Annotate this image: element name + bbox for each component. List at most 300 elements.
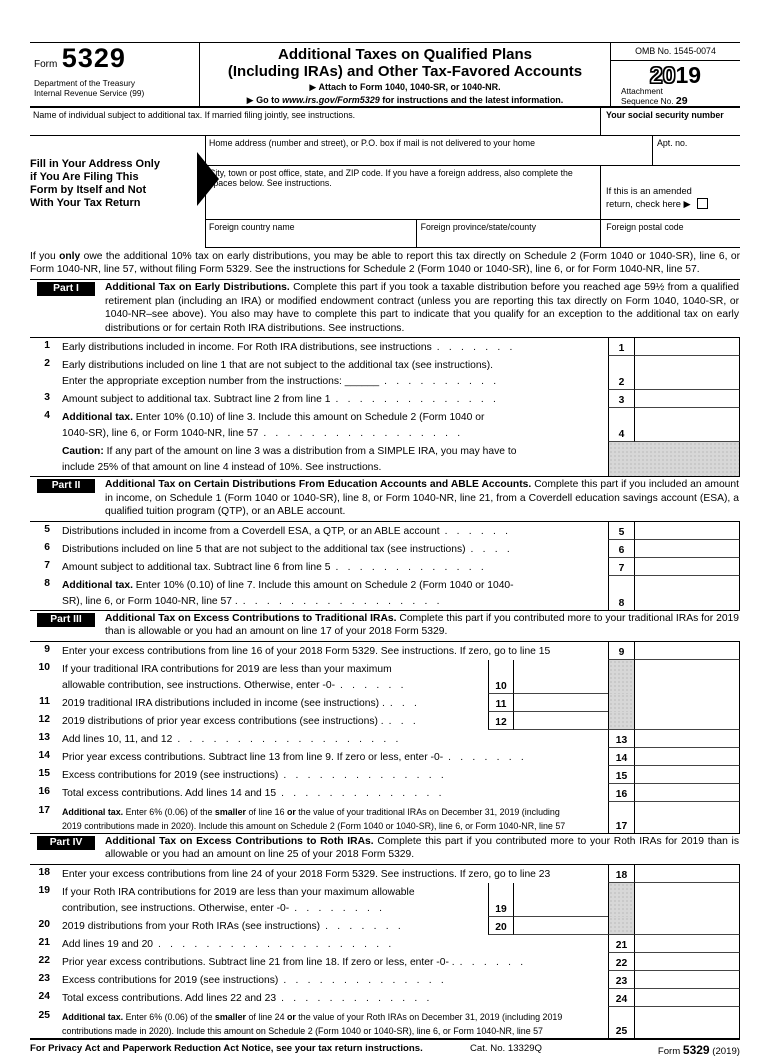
line-number: 20 — [38, 918, 50, 930]
part-section-1 — [30, 279, 740, 476]
line-number-box — [608, 802, 635, 833]
line-label-text — [62, 919, 488, 935]
line-label-text — [62, 392, 608, 408]
dot-leader: . . . . . . . . . . . . . — [335, 561, 487, 573]
amount-field-line-15[interactable] — [635, 766, 740, 784]
label-segment: SR), line 6, or Form 1040-NR, line 57 . — [62, 595, 238, 607]
form-line-row-4 — [30, 408, 740, 442]
line-number: 18 — [38, 866, 50, 878]
attach-instruction: ▶ Attach to Form 1040, 1040-SR, or 1040-NR. — [309, 82, 501, 92]
label-segment: the value of your traditional IRAs on December 31, 2019 (including — [295, 806, 560, 817]
omb-number: OMB No. 1545-0074 — [611, 43, 740, 61]
line-label-text — [62, 819, 608, 833]
label-bold-segment: or — [286, 1011, 296, 1022]
inner-line-number-value: 11 — [495, 698, 507, 710]
inner-amount-field-line-12[interactable] — [514, 712, 608, 730]
part-bar-column — [30, 835, 105, 862]
line-number-box — [608, 408, 635, 442]
home-address-field[interactable] — [206, 136, 652, 165]
line-label-text — [62, 594, 608, 610]
inner-line-number-value: 12 — [495, 716, 507, 728]
line-label — [62, 390, 608, 408]
dot-leader: . . . . — [470, 543, 513, 555]
line-label — [62, 730, 608, 748]
label-segment: Enter the appropriate exception number from the instructions: — [62, 376, 345, 387]
part-section-2 — [30, 476, 740, 610]
part-bar-column — [30, 612, 105, 639]
form-line-row-22 — [30, 953, 740, 971]
catalog-number: Cat. No. 13329Q — [470, 1042, 542, 1054]
home-address-label: Home address (number and street), or P.O. box if mail is not delivered to your home — [209, 138, 535, 148]
amount-field-line-1[interactable] — [635, 338, 740, 356]
shaded-number-column — [608, 883, 635, 917]
amount-field-line-3[interactable] — [635, 390, 740, 408]
dot-leader: . . . . . . . . — [294, 902, 386, 914]
dot-leader: . . . . . . — [340, 679, 407, 691]
line-left — [30, 522, 608, 540]
line-left — [30, 883, 488, 917]
line-number-box-value: 7 — [618, 562, 625, 574]
amount-field-line-16[interactable] — [635, 784, 740, 802]
part-heading-row — [30, 611, 740, 641]
form-line-row-3 — [30, 390, 740, 408]
line-label — [62, 540, 608, 558]
line-number-box — [608, 730, 635, 748]
part-rows — [30, 641, 740, 833]
part-heading-description: Complete this part if you took a taxable distribution before you reached age 59½ from a qualified retirement plan (including an IRA) or modified endowment contract (unless you are reporting this tax directly on Form 1040, 1040-SR, or 1040-NR–see above). You also may have to complete this part to indicate that you qualify for an exception to the additional tax on early distributions or for certain Roth IRA distributions. See instructions. — [105, 282, 739, 334]
line-left — [30, 730, 608, 748]
name-field[interactable] — [30, 108, 600, 135]
dot-leader: . . . — [389, 697, 421, 709]
line-label — [62, 356, 608, 390]
part-heading-text — [105, 612, 740, 639]
line-number-box — [608, 522, 635, 540]
dot-leader: . . . . . . . — [448, 751, 527, 763]
line-label — [62, 522, 608, 540]
inner-line-number-value: 20 — [495, 921, 507, 933]
label-segment: Add lines 19 and 20 — [62, 938, 154, 950]
amount-field-line-21[interactable] — [635, 935, 740, 953]
label-segment: Total excess contributions. Add lines 14 and 15 — [62, 787, 277, 799]
line-left — [30, 766, 608, 784]
part-heading-title: Additional Tax on Excess Contributions to Traditional IRAs. — [105, 612, 397, 624]
label-segment: 2019 traditional IRA distributions included in income (see instructions) . — [62, 697, 385, 709]
line-label — [62, 408, 608, 442]
label-bold-segment: Additional tax. — [62, 579, 133, 591]
line-number: 10 — [38, 661, 50, 673]
label-segment: contributions made in 2020). Include this amount on Schedule 2 (Form 1040 or 1040-SR), line 6, or Form 1040-NR, line 57 — [62, 1025, 543, 1036]
address-sidebar — [30, 136, 205, 248]
line-label-text — [62, 340, 608, 356]
form-line-row-17 — [30, 802, 740, 833]
city-state-zip-label: City, town or post office, state, and ZIP code. If you have a foreign address, also complete the spaces below. See instructions. — [209, 168, 573, 188]
label-bold-segment: Caution: — [62, 446, 104, 457]
form-line-row-8 — [30, 576, 740, 610]
label-bold-segment: Additional tax. — [62, 1011, 124, 1022]
foreign-country-label: Foreign country name — [209, 222, 295, 232]
line-label — [62, 712, 488, 730]
line-label — [62, 442, 608, 476]
label-segment: Total excess contributions. Add lines 22 and 23 — [62, 992, 277, 1004]
line-number-box — [608, 748, 635, 766]
amount-field-line-18[interactable] — [635, 865, 740, 883]
label-segment: of line 16 — [246, 806, 287, 817]
shaded-cell — [608, 442, 740, 476]
attachment-word: Attachment — [621, 86, 663, 96]
inner-line-number-box — [488, 712, 514, 730]
line-left — [30, 971, 608, 989]
form-line-row-19 — [30, 883, 740, 917]
inner-amount-field-line-11[interactable] — [514, 694, 608, 712]
label-segment: ______ — [344, 376, 380, 387]
part-label-badge: Part IV — [37, 836, 95, 850]
line-label-text — [62, 578, 608, 594]
dot-leader: . . . . . . . . . . . . . . — [283, 769, 447, 781]
line-number: 8 — [44, 577, 50, 589]
line-label — [62, 660, 488, 694]
form-title-block — [200, 43, 610, 106]
label-bold-segment: smaller — [214, 1011, 247, 1022]
line-number: 21 — [38, 936, 50, 948]
line-number: 16 — [38, 785, 50, 797]
label-segment: Prior year excess contributions. Subtract line 21 from line 18. If zero or less, enter -0- . — [62, 956, 455, 968]
form-line-row-5 — [30, 522, 740, 540]
line-left — [30, 694, 488, 712]
inner-amount-field-line-19[interactable] — [514, 883, 608, 917]
part-heading-description: Complete this part if you included an amount in income, on Schedule 1 (Form 1040 or 1040-SR), line 8, or Form 1040-NR, line 21, from a Coverdell education savings account (ESA), a qualified tuition program (QTP), or an ABLE account. — [105, 479, 739, 517]
blank-amount-column — [635, 917, 740, 935]
form-line-row-25 — [30, 1007, 740, 1038]
inner-line-number-box — [488, 883, 514, 917]
part-section-3 — [30, 610, 740, 833]
line-label — [62, 748, 608, 766]
form-line-row-9 — [30, 642, 740, 660]
form-word: Form — [34, 59, 58, 70]
line-number: 23 — [38, 972, 50, 984]
line-number: 7 — [44, 559, 50, 571]
foreign-province-label: Foreign province/state/county — [420, 222, 536, 232]
label-segment: 1040-SR), line 6, or Form 1040-NR, line 57 — [62, 428, 259, 439]
line-label — [62, 953, 608, 971]
part-rows — [30, 521, 740, 610]
form-line-row-2 — [30, 356, 740, 390]
line-number-box-value: 17 — [615, 820, 628, 832]
form-line-row-15 — [30, 766, 740, 784]
line-label-text — [62, 542, 608, 558]
line-left — [30, 712, 488, 730]
privacy-notice: For Privacy Act and Paperwork Reduction Act Notice, see your tax return instructions. — [30, 1042, 423, 1054]
line-label-text — [62, 786, 608, 802]
line-number: 1 — [44, 340, 50, 351]
address-fields — [205, 136, 740, 248]
inner-line-number-box — [488, 660, 514, 694]
line-left — [30, 784, 608, 802]
amended-return-cell: If this is an amended return, check here ▶ — [600, 166, 740, 219]
label-segment: Distributions included on line 5 that are not subject to the additional tax (see instructions) — [62, 543, 466, 555]
amount-field-line-17[interactable] — [635, 802, 740, 833]
line-left — [30, 540, 608, 558]
line-left — [30, 989, 608, 1007]
line-number-box-value: 18 — [615, 869, 628, 881]
label-bold-segment: Additional tax. — [62, 806, 124, 817]
sidebar-line2: if You Are Filing This — [30, 171, 139, 183]
part-bar-column — [30, 478, 105, 519]
irs-url: www.irs.gov/Form5329 — [282, 95, 380, 105]
amount-field-line-22[interactable] — [635, 953, 740, 971]
ssn-field[interactable] — [600, 108, 740, 135]
line-number: 14 — [38, 749, 50, 761]
part-heading-title: Additional Tax on Early Distributions. — [105, 282, 290, 293]
part-section-4 — [30, 833, 740, 1038]
amount-field-line-5[interactable] — [635, 522, 740, 540]
dot-leader: . . . . . . . — [436, 342, 516, 353]
line-number-box-value: 2 — [618, 377, 625, 388]
label-segment: Early distributions included in income. For Roth IRA distributions, see instructions — [62, 342, 432, 353]
amount-field-line-9[interactable] — [635, 642, 740, 660]
line-label-text — [62, 678, 488, 694]
dot-leader: . . . . . . . . . . . . . . . . . — [263, 428, 464, 439]
dot-leader: . . . . . . . . . . . . . . — [281, 787, 445, 799]
shaded-number-column — [608, 660, 635, 694]
form-line-row-7 — [30, 558, 740, 576]
line-label-text — [62, 955, 608, 971]
part-bar-column — [30, 281, 105, 335]
amount-field-line-23[interactable] — [635, 971, 740, 989]
shaded-number-column — [608, 694, 635, 712]
line-label-text — [62, 714, 488, 730]
line-label-text — [62, 374, 608, 390]
line-number-box-value: 13 — [615, 734, 628, 746]
label-segment: allowable contribution, see instructions. Otherwise, enter -0- — [62, 679, 335, 691]
form-id-block — [30, 43, 200, 106]
inner-amount-field-line-20[interactable] — [514, 917, 608, 935]
intro-paragraph: If you only owe the additional 10% tax on early distributions, you may be able to report this tax directly on Schedule 2 (Form 1040 or 1040-SR), line 6, or Form 1040-NR, line 57, without filing Form 5329. See the instructions for Schedule 2 (Form 1040 or 1040-SR), line 6, or for Form 1040-NR, line 57. — [30, 251, 740, 275]
form-title-line2: (Including IRAs) and Other Tax-Favored Accounts — [227, 63, 583, 80]
sequence-number: Sequence No. 29 — [621, 94, 688, 107]
line-number-box — [608, 989, 635, 1007]
apt-no-label: Apt. no. — [657, 138, 688, 148]
label-segment: If your traditional IRA contributions for 2019 are less than your maximum — [62, 663, 392, 675]
apt-no-field[interactable] — [652, 136, 740, 165]
amount-field-line-25[interactable] — [635, 1007, 740, 1038]
identity-row — [30, 108, 740, 136]
amount-field-line-24[interactable] — [635, 989, 740, 1007]
sidebar-line4: With Your Tax Return — [30, 197, 141, 209]
part-heading-text — [105, 281, 740, 335]
line-label-text — [62, 560, 608, 576]
line-number: 11 — [39, 695, 50, 707]
label-segment: Distributions included in income from a Coverdell ESA, a QTP, or an ABLE account — [62, 525, 440, 537]
inner-amount-field-line-10[interactable] — [514, 660, 608, 694]
amended-return-checkbox[interactable] — [697, 198, 708, 209]
ssn-label: Your social security number — [606, 110, 724, 120]
label-segment: of line 24 — [246, 1011, 287, 1022]
dot-leader: . . . . . . . — [325, 920, 404, 932]
label-segment: Enter your excess contributions from line 24 of your 2018 Form 5329. See instructions. If zero, go to line 23 — [62, 868, 551, 880]
line-number: 19 — [38, 884, 50, 896]
form-line-row-11 — [30, 694, 740, 712]
sidebar-line3: Form by Itself and Not — [30, 184, 147, 196]
part-heading-row — [30, 280, 740, 337]
line-label-text — [62, 696, 488, 712]
line-label — [62, 694, 488, 712]
line-number-box — [608, 642, 635, 660]
label-segment: 2019 contributions made in 2020). Include this amount on Schedule 2 (Form 1040 or 1040-SR), line 6, or Form 1040-NR, line 57 — [62, 820, 566, 831]
part-rows — [30, 337, 740, 476]
line-number-box-value: 21 — [615, 939, 628, 951]
line-left — [30, 442, 608, 476]
shaded-number-column — [608, 712, 635, 730]
label-segment: Amount subject to additional tax. Subtract line 2 from line 1 — [62, 394, 331, 405]
part-heading-text — [105, 835, 740, 862]
form-line-row-24 — [30, 989, 740, 1007]
line-label — [62, 989, 608, 1007]
line-label-text — [62, 973, 608, 989]
amount-field-line-14[interactable] — [635, 748, 740, 766]
line-left — [30, 660, 488, 694]
form-line-row-14 — [30, 748, 740, 766]
form-line-row-18 — [30, 865, 740, 883]
label-segment: include 25% of that amount on line 4 instead of 10%. See instructions. — [62, 462, 382, 473]
line-left — [30, 338, 608, 356]
line-label-text — [62, 1024, 608, 1038]
amount-field-line-7[interactable] — [635, 558, 740, 576]
foreign-province-field[interactable] — [416, 220, 601, 247]
line-number-box-value: 15 — [615, 770, 628, 782]
line-label — [62, 576, 608, 610]
line-number: 15 — [38, 767, 50, 779]
form-line-row-6 — [30, 540, 740, 558]
form-line-row-23 — [30, 971, 740, 989]
line-number-box — [608, 540, 635, 558]
line-number: 17 — [38, 804, 50, 816]
line-label-text — [62, 1010, 608, 1024]
line-number: 2 — [44, 358, 50, 369]
line-number-box — [608, 338, 635, 356]
line-label-text — [62, 750, 608, 766]
line-number-box-value: 16 — [615, 788, 628, 800]
dot-leader: . . . . . . . . . . . . . . — [283, 974, 447, 986]
dot-leader: . . . — [388, 715, 419, 727]
line-left — [30, 935, 608, 953]
line-label-text — [62, 662, 488, 678]
line-label-text — [62, 768, 608, 784]
dept-line1: Department of the Treasury — [34, 78, 135, 88]
amount-field-line-13[interactable] — [635, 730, 740, 748]
line-number-box-value: 5 — [618, 526, 625, 538]
line-number-box-value: 1 — [618, 343, 625, 354]
line-number: 22 — [38, 954, 50, 966]
city-state-zip-field[interactable] — [206, 166, 600, 219]
form-line-row-20 — [30, 917, 740, 935]
inner-line-number-box — [488, 917, 514, 935]
form-line-row-caution — [30, 442, 740, 476]
line-label — [62, 784, 608, 802]
dot-leader: . . . . . . . . . . — [384, 376, 500, 387]
foreign-postal-label: Foreign postal code — [606, 222, 684, 232]
amount-field-line-4[interactable] — [635, 408, 740, 442]
line-label — [62, 558, 608, 576]
form-line-row-16 — [30, 784, 740, 802]
line-label-text — [62, 937, 608, 953]
label-segment: If any part of the amount on line 3 was a distribution from a SIMPLE IRA, you may have to — [103, 446, 517, 457]
line-label-text — [62, 644, 608, 660]
foreign-postal-field[interactable] — [600, 220, 740, 247]
line-left — [30, 390, 608, 408]
label-segment: the value of your Roth IRAs on December 31, 2019 (including 2019 — [295, 1011, 563, 1022]
line-number-box-value: 23 — [615, 975, 628, 987]
foreign-country-field[interactable] — [206, 220, 416, 247]
arrow-right-triangle-icon — [197, 152, 219, 206]
dot-leader: . . . . . . . . . . . . . . — [335, 394, 500, 405]
dot-leader: . . . . . . . . . . . . . . . . . . . — [177, 733, 402, 745]
label-segment: 2019 distributions of prior year excess contributions (see instructions) . — [62, 715, 384, 727]
label-bold-segment: smaller — [214, 806, 247, 817]
inner-line-number-box — [488, 694, 514, 712]
part-heading-title: Additional Tax on Certain Distributions From Education Accounts and ABLE Accounts. — [105, 479, 532, 490]
line-number-box-value: 24 — [615, 993, 628, 1005]
part-heading-title: Additional Tax on Excess Contributions to Roth IRAs. — [105, 835, 374, 847]
part-heading-text — [105, 478, 740, 519]
line-number: 6 — [44, 541, 50, 553]
line-label-text — [62, 805, 608, 819]
label-segment: Enter your excess contributions from line 16 of your 2018 Form 5329. See instructions. If zero, go to line 15 — [62, 645, 551, 657]
line-number-box-value: 3 — [618, 395, 625, 406]
amount-field-line-6[interactable] — [635, 540, 740, 558]
line-number: 5 — [44, 523, 50, 535]
label-segment: Excess contributions for 2019 (see instructions) — [62, 974, 279, 986]
line-label — [62, 917, 488, 935]
line-number-box — [608, 766, 635, 784]
line-label — [62, 1007, 608, 1038]
inner-line-number-value: 10 — [495, 680, 507, 692]
dot-leader: . . . . . . . . . . . . . . . . . — [242, 595, 443, 607]
line-number-box — [608, 558, 635, 576]
line-left — [30, 356, 608, 390]
part-heading-description: Complete this part if you contributed more to your Roth IRAs for 2019 than is allowable or you had an amount on line 25 of your 2018 Form 5329. — [105, 835, 739, 860]
dot-leader: . . . . . . — [459, 956, 527, 968]
line-label — [62, 883, 488, 917]
form-footer — [30, 1038, 740, 1057]
label-bold-segment: or — [286, 806, 296, 817]
line-label — [62, 865, 608, 883]
label-segment: Enter 10% (0.10) of line 3. Include this amount on Schedule 2 (Form 1040 or — [132, 412, 485, 423]
form-line-row-21 — [30, 935, 740, 953]
footer-form-id: Form 5329 (2019) — [657, 1042, 740, 1057]
line-number: 3 — [44, 392, 50, 403]
line-left — [30, 642, 608, 660]
line-number: 25 — [38, 1009, 50, 1021]
label-segment: If your Roth IRA contributions for 2019 are less than your maximum allowable — [62, 886, 415, 898]
label-segment: Prior year excess contributions. Subtract line 13 from line 9. If zero or less, enter -0- — [62, 751, 444, 763]
form-line-row-1 — [30, 338, 740, 356]
line-number: 24 — [38, 990, 50, 1002]
amount-field-line-2[interactable] — [635, 356, 740, 390]
label-segment: Excess contributions for 2019 (see instructions) — [62, 769, 279, 781]
line-label — [62, 766, 608, 784]
line-number-box — [608, 865, 635, 883]
part-heading-row — [30, 834, 740, 864]
line-number-box-value: 4 — [618, 429, 625, 440]
line-number — [30, 442, 50, 476]
form-line-row-13 — [30, 730, 740, 748]
sidebar-line1: Fill in Your Address Only — [30, 158, 160, 170]
line-label-text — [62, 901, 488, 917]
dot-leader: . . . . . . . . . . . . . . . . . . . . — [158, 938, 395, 950]
label-segment: Add lines 10, 11, and 12 — [62, 733, 173, 745]
line-number-box-value: 8 — [618, 597, 625, 609]
amount-field-line-8[interactable] — [635, 576, 740, 610]
